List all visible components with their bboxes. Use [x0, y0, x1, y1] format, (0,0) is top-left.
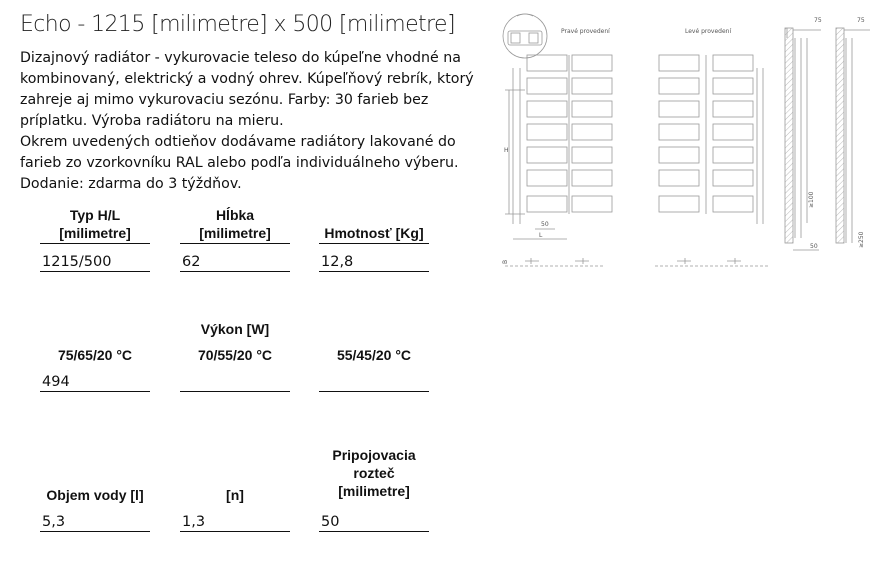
power-55-header: 55/45/20 °C — [336, 347, 412, 363]
power-70-value — [180, 373, 290, 392]
power-title: Výkon [W] — [200, 321, 270, 337]
power-75-value: 494 — [40, 373, 150, 392]
right-version-label: Pravé provedení — [561, 28, 610, 35]
water-volume-value: 5,3 — [40, 513, 150, 532]
description-paragraph: Dizajnový radiátor - vykurovacie teleso do kúpeľne vhodné na kombinovaný, elektrický a vodný ohrev. Kúpeľňový rebrík, ktorý zahreje aj mimo vykurovaciu sezónu. Farby: 30 farieb bez príplatku. Výroba radiátoru na mieru. — [20, 50, 474, 129]
dimension-label: 50 — [541, 221, 549, 228]
connection-detail-icon — [503, 14, 547, 58]
connection-spacing-label: Pripojovacia — [332, 447, 416, 463]
description-paragraph: Dodanie: zdarma do 3 týždňov. — [20, 176, 242, 192]
power-70-header: 70/55/20 °C — [197, 347, 273, 363]
depth-dimension-label: B — [502, 259, 509, 264]
description-paragraph: Okrem uvedených odtieňov dodávame radiátory lakované do farieb zo vzorkovníku RAL alebo podľa individuálneho výberu. — [20, 134, 459, 171]
connection-spacing-value: 50 — [319, 513, 429, 532]
depth-header — [180, 206, 290, 244]
water-volume-header: Objem vody [l] — [46, 487, 144, 503]
left-version-radiator — [655, 55, 770, 266]
technical-drawing — [495, 8, 885, 283]
dimension-label: ≥100 — [808, 191, 815, 208]
depth-label: Hĺbka — [215, 207, 255, 223]
product-description — [20, 48, 490, 195]
height-label: H — [504, 147, 509, 154]
dimension-label: 75 — [814, 17, 822, 24]
weight-value: 12,8 — [319, 253, 429, 272]
type-hl-label: Typ H/L — [69, 207, 121, 223]
weight-header — [319, 224, 429, 244]
power-75-header: 75/65/20 °C — [57, 347, 133, 363]
weight-label: Hmotnosť [Kg] — [324, 225, 424, 241]
depth-unit: [milimetre] — [199, 225, 271, 241]
dimension-label: ≥250 — [858, 231, 865, 248]
depth-value: 62 — [180, 253, 290, 272]
type-hl-header — [40, 206, 150, 244]
power-55-value — [319, 373, 429, 392]
length-label: L — [539, 232, 543, 239]
exponent-n-header: [n] — [226, 487, 244, 503]
left-version-label: Levé provedení — [685, 28, 732, 35]
side-view-profile — [785, 28, 870, 250]
type-hl-value: 1215/500 — [40, 253, 150, 272]
exponent-n-value: 1,3 — [180, 513, 290, 532]
connection-spacing-unit: [milimetre] — [338, 483, 410, 499]
type-hl-unit: [milimetre] — [59, 225, 131, 241]
connection-spacing-label: rozteč — [353, 465, 395, 481]
page-title: Echo - 1215 [milimetre] x 500 [milimetre] — [20, 12, 455, 37]
right-version-radiator — [505, 55, 612, 266]
dimension-label: 50 — [810, 243, 818, 250]
dimension-label: 75 — [857, 17, 865, 24]
connection-spacing-header — [319, 446, 429, 500]
